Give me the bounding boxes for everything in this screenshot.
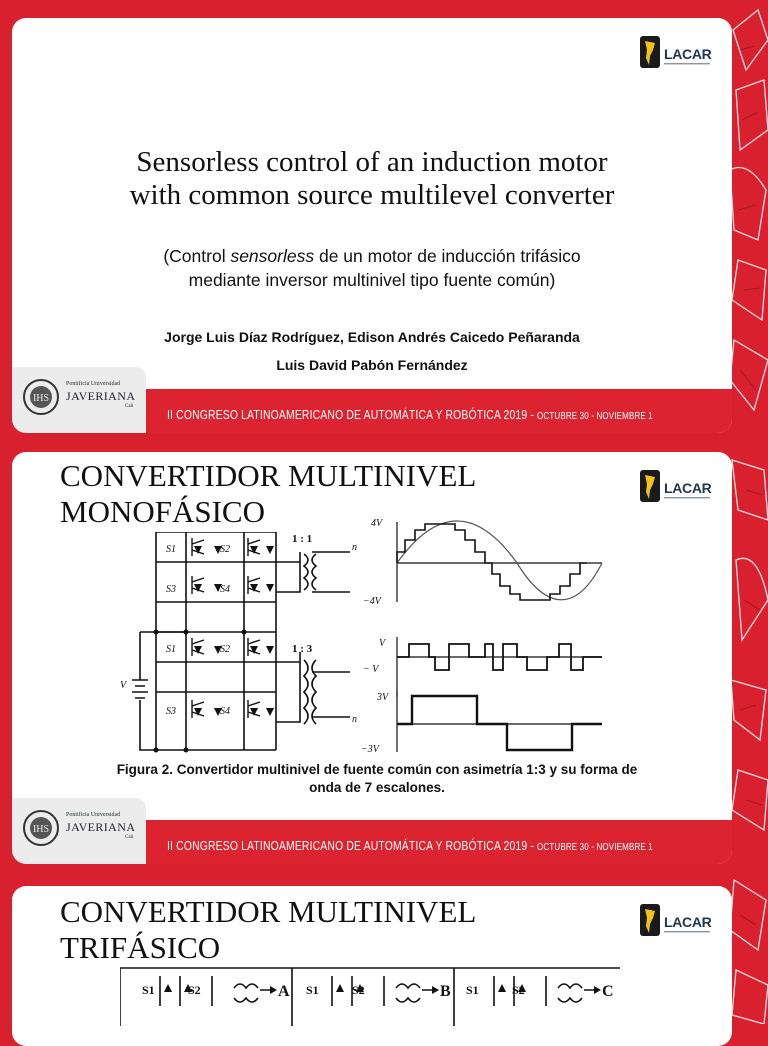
title-slide: [12, 18, 732, 433]
switch-label: S2: [220, 644, 230, 655]
vdc-label: V: [120, 680, 127, 691]
title-line-2: with common source multilevel converter: [129, 179, 615, 211]
javeriana-crest-icon: [22, 806, 60, 850]
switch-label: S2: [220, 544, 230, 555]
svg-text:IHS: IHS: [32, 393, 50, 404]
title-line-1: Sensorless control of an induction motor: [136, 146, 608, 178]
ratio-label-top: 1 : 1: [292, 533, 313, 545]
switch-label: S1: [466, 983, 479, 997]
threephase-slide: [12, 886, 732, 1046]
waveform-diagram: [357, 512, 612, 757]
slide-heading: [60, 894, 476, 966]
switch-label: S1: [142, 983, 155, 997]
authors-line-2: Luis David Pabón Fernández: [276, 357, 468, 373]
switch-label: S1: [166, 544, 176, 555]
switch-label: S2: [188, 983, 201, 997]
phase-label: C: [602, 983, 614, 1000]
multilevel-circuit-diagram: [120, 532, 360, 757]
javeriana-line-3: Cali: [125, 404, 134, 409]
terminal-label: n: [352, 542, 357, 553]
presentation-title: [12, 146, 732, 212]
heading-line-1: CONVERTIDOR MULTINIVEL: [60, 458, 477, 493]
ratio-label-bottom: 1 : 3: [292, 643, 313, 655]
lacar-text: LACAR: [664, 914, 712, 930]
switch-label: S3: [166, 584, 176, 595]
lacar-tagline: [664, 496, 710, 500]
switch-label: S3: [166, 706, 176, 717]
presentation-subtitle: [12, 244, 732, 292]
switch-label: S4: [220, 584, 230, 595]
lacar-logo: [638, 468, 714, 508]
wave-label: 4V: [371, 518, 383, 529]
congress-footer: II CONGRESO LATINOAMERICANO DE AUTOMÁTICA Y ROBÓTICA 2019 - OCTUBRE 30 - NOVIEMBRE 1: [167, 407, 653, 422]
wave-label: 3V: [377, 692, 389, 703]
switch-label: S2: [512, 983, 525, 997]
heading-line-1: CONVERTIDOR MULTINIVEL: [60, 894, 477, 929]
switch-label: S2: [352, 983, 365, 997]
lacar-text: LACAR: [664, 480, 712, 496]
javeriana-line-2: JAVERIANA: [66, 389, 136, 403]
wave-label: −4V: [363, 596, 381, 607]
svg-text:IHS: IHS: [32, 824, 50, 835]
lacar-map-icon: [638, 34, 662, 70]
javeriana-line-2: JAVERIANA: [66, 820, 136, 834]
javeriana-line-1: Pontificia Universidad: [66, 381, 121, 387]
caption-line-2: onda de 7 escalones.: [309, 780, 445, 795]
lacar-text: LACAR: [664, 46, 712, 62]
subtitle-line-2: mediante inversor multinivel tipo fuente común): [188, 270, 556, 290]
robot-decoration: [728, 0, 768, 1024]
phase-label: A: [278, 983, 290, 1000]
lacar-logo: [638, 902, 714, 942]
wave-label: − V: [363, 664, 379, 675]
wave-label: V: [379, 638, 386, 649]
lacar-tagline: [664, 62, 710, 66]
authors-line-1: Jorge Luis Díaz Rodríguez, Edison Andrés Caicedo Peñaranda: [164, 329, 580, 345]
javeriana-line-1: Pontificia Universidad: [66, 812, 121, 818]
javeriana-crest-icon: [22, 375, 60, 419]
switch-label: S4: [220, 706, 230, 717]
figure-caption: [32, 761, 722, 797]
threephase-circuit-diagram: [120, 966, 620, 1026]
monophase-slide: [12, 452, 732, 864]
phase-label: B: [440, 983, 451, 1000]
heading-line-2: MONOFÁSICO: [60, 494, 265, 529]
terminal-label: n: [352, 714, 357, 725]
caption-line-1: Figura 2. Convertidor multinivel de fuente común con asimetría 1:3 y su forma de: [116, 762, 638, 777]
congress-footer: II CONGRESO LATINOAMERICANO DE AUTOMÁTICA Y ROBÓTICA 2019 - OCTUBRE 30 - NOVIEMBRE 1: [167, 838, 653, 853]
lacar-map-icon: [638, 468, 662, 504]
lacar-logo: [638, 34, 714, 74]
switch-label: S1: [306, 983, 319, 997]
subtitle-line-1: (Control sensorless de un motor de inducción trifásico: [163, 246, 581, 266]
lacar-tagline: [664, 930, 710, 934]
wave-label: −3V: [361, 744, 379, 755]
javeriana-logo: [12, 367, 146, 433]
switch-label: S1: [166, 644, 176, 655]
lacar-map-icon: [638, 902, 662, 938]
heading-line-2: TRIFÁSICO: [60, 930, 221, 965]
javeriana-logo: [12, 798, 146, 864]
javeriana-line-3: Cali: [125, 835, 134, 840]
